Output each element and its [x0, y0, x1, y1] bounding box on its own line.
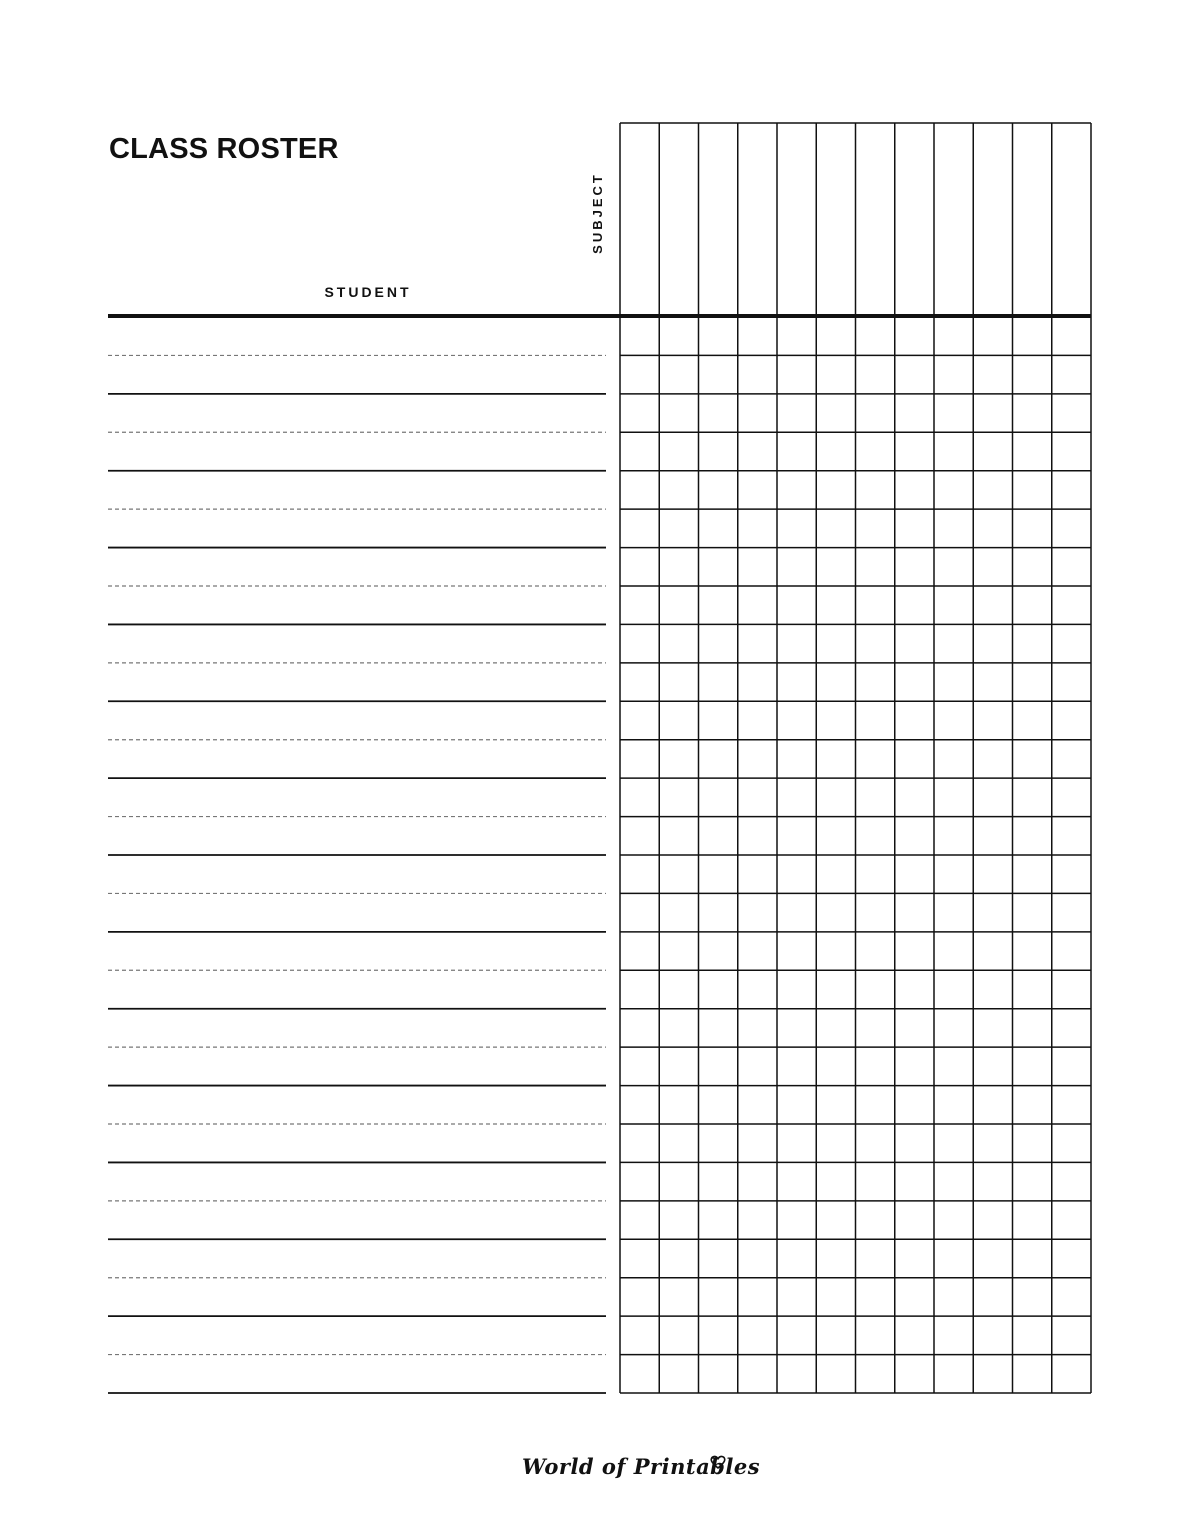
header-rule — [108, 314, 1091, 318]
subject-label-text: SUBJECT — [590, 172, 605, 254]
student-column-label: STUDENT — [324, 284, 412, 300]
heart-icon — [709, 1454, 727, 1470]
student-lines — [108, 355, 606, 1393]
world-of-printables-logo — [522, 1454, 761, 1498]
page-title: CLASS ROSTER — [109, 133, 339, 165]
logo-text: World of Printables — [522, 1454, 761, 1479]
